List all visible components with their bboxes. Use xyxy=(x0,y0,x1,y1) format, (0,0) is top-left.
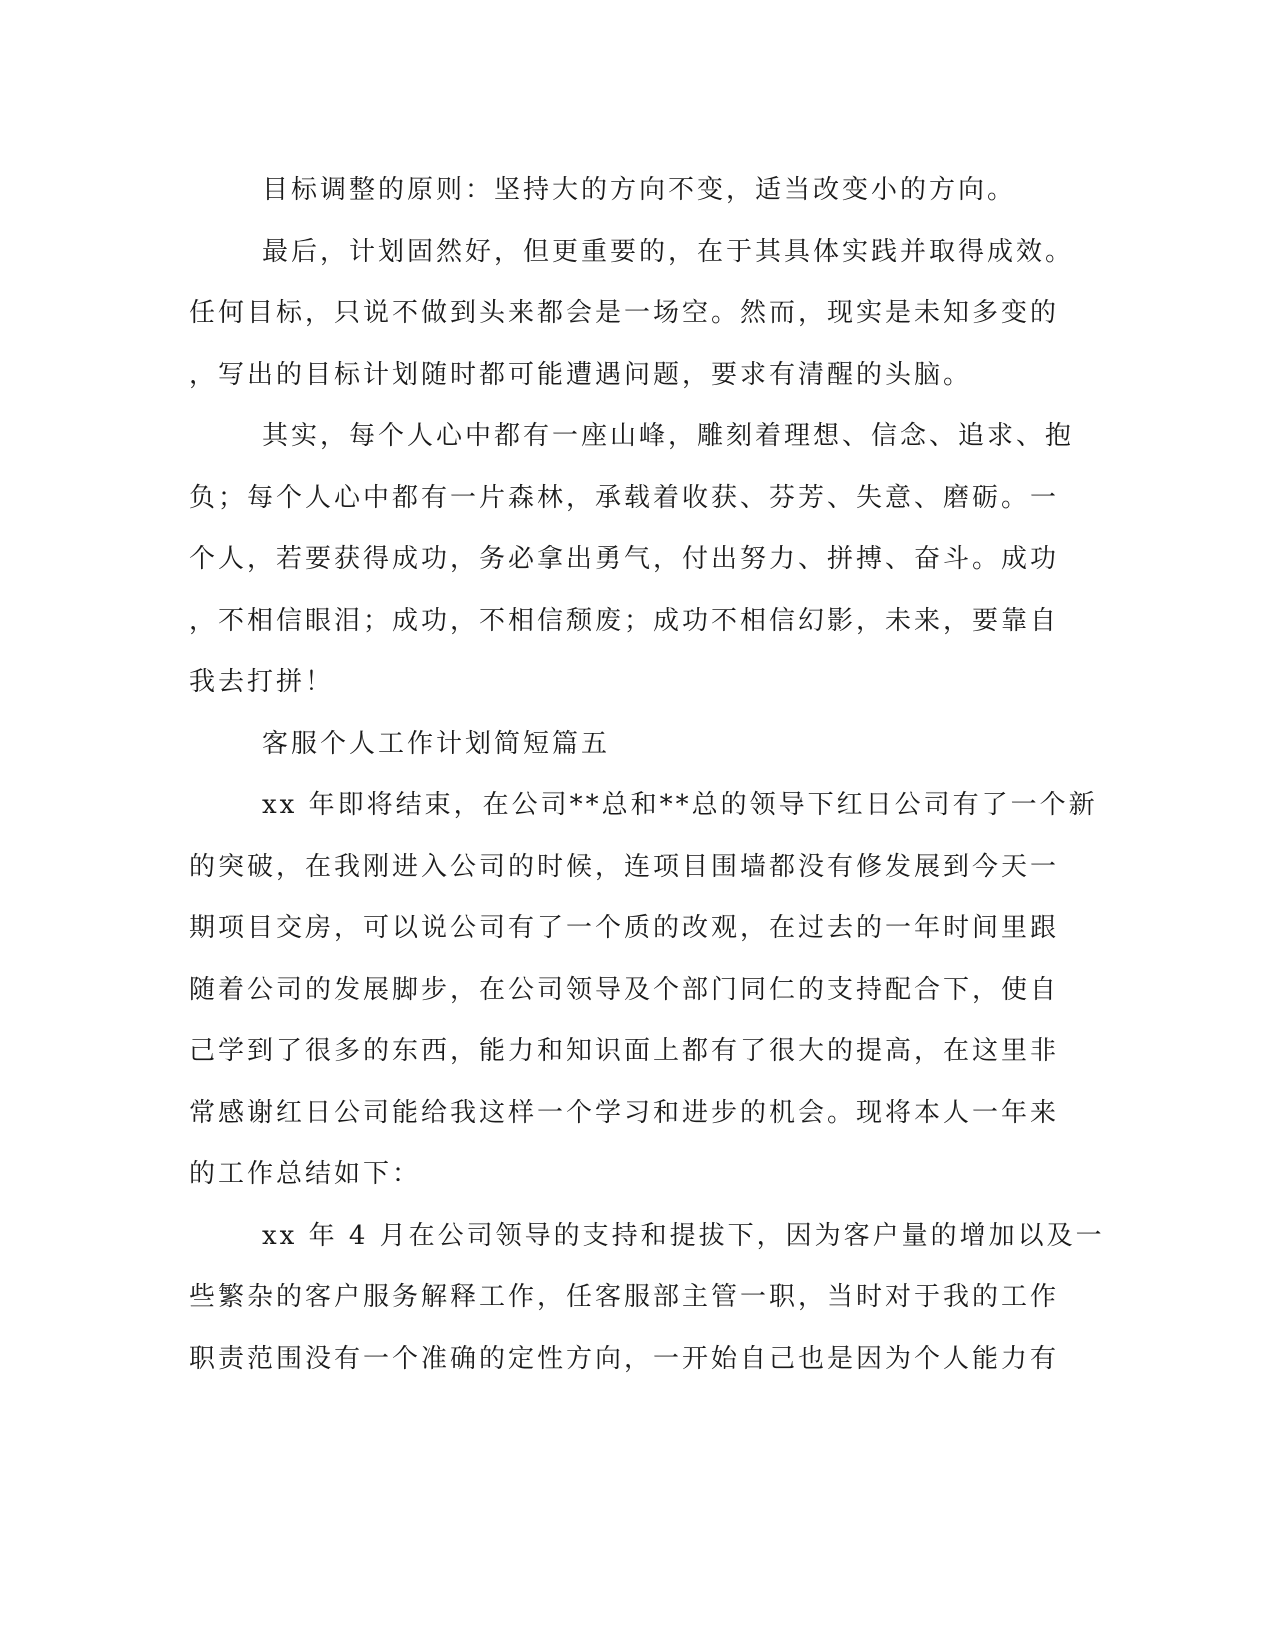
text-line: 的突破，在我刚进入公司的时候，连项目围墙都没有修发展到今天一 xyxy=(189,851,1060,882)
text-line: 期项目交房，可以说公司有了一个质的改观，在过去的一年时间里跟 xyxy=(189,913,1060,943)
text-line: 负；每个人心中都有一片森林，承载着收获、芬芳、失意、磨砺。一 xyxy=(189,482,1060,513)
text-line: 些繁杂的客户服务解释工作，任客服部主管一职，当时对于我的工作 xyxy=(189,1282,1060,1312)
text-line: xx 年 4 月在公司领导的支持和提拔下，因为客户量的增加以及一 xyxy=(262,1220,1105,1251)
section-heading: 客服个人工作计划简短篇五 xyxy=(262,728,611,759)
text-line: 个人，若要获得成功，务必拿出勇气，付出努力、拼搏、奋斗。成功 xyxy=(189,544,1060,574)
text-line: ，不相信眼泪；成功，不相信颓废；成功不相信幻影，未来，要靠自 xyxy=(189,605,1060,636)
text-line: 最后，计划固然好，但更重要的，在于其具体实践并取得成效。 xyxy=(262,236,1075,267)
text-line: ，写出的目标计划随时都可能遭遇问题，要求有清醒的头脑。 xyxy=(189,359,973,390)
text-line: 的工作总结如下： xyxy=(189,1159,422,1189)
text-line: 职责范围没有一个准确的定性方向，一开始自己也是因为个人能力有 xyxy=(189,1343,1060,1374)
text-line: 随着公司的发展脚步，在公司领导及个部门同仁的支持配合下，使自 xyxy=(189,974,1060,1005)
text-line: xx 年即将结束，在公司**总和**总的领导下红日公司有了一个新 xyxy=(262,790,1098,820)
text-line: 我去打拼！ xyxy=(189,667,335,697)
text-line: 任何目标，只说不做到头来都会是一场空。然而，现实是未知多变的 xyxy=(189,298,1060,328)
text-line: 常感谢红日公司能给我这样一个学习和进步的机会。现将本人一年来 xyxy=(189,1097,1060,1128)
text-line: 己学到了很多的东西，能力和知识面上都有了很大的提高，在这里非 xyxy=(189,1036,1060,1066)
text-line: 其实，每个人心中都有一座山峰，雕刻着理想、信念、追求、抱 xyxy=(262,421,1075,451)
document-body xyxy=(189,160,1105,1390)
text-line: 目标调整的原则：坚持大的方向不变，适当改变小的方向。 xyxy=(262,175,1017,205)
